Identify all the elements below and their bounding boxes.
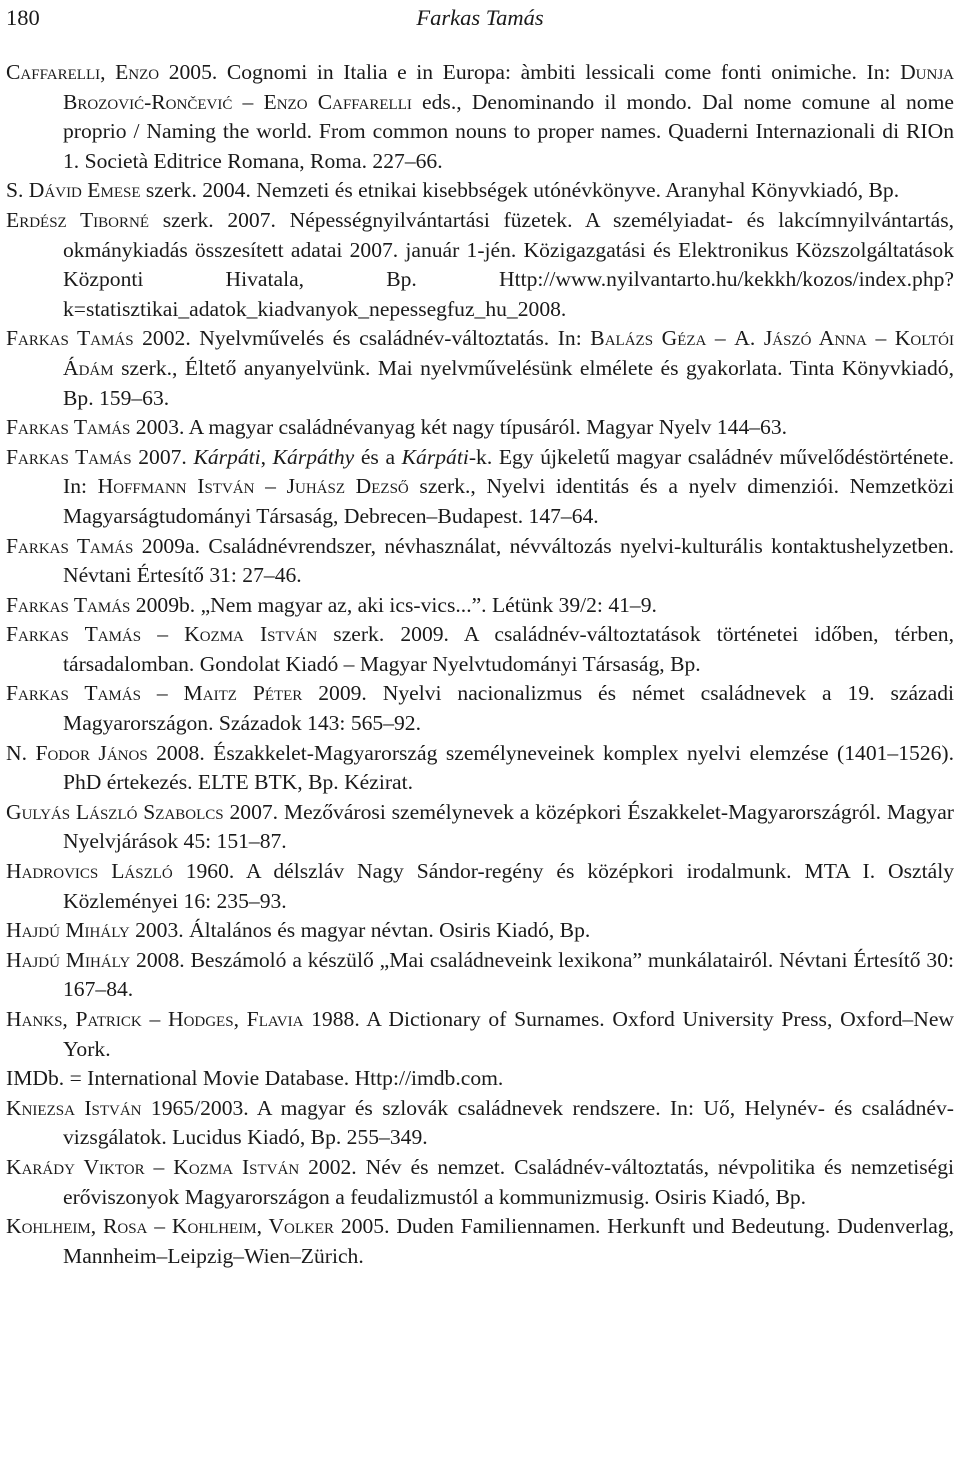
- author-name: N. Fodor János: [6, 740, 148, 765]
- reference-text: –: [144, 1154, 174, 1179]
- author-name: Kohlheim, Rosa: [6, 1214, 148, 1239]
- reference-text: –: [141, 622, 185, 647]
- author-name: Hadrovics László: [6, 859, 173, 884]
- author-name: Kohlheim, Volker: [171, 1214, 335, 1239]
- italic-text: Kárpáthy: [272, 444, 355, 469]
- author-name: Enzo Caffarelli: [263, 89, 412, 114]
- author-name: Farkas Tamás: [6, 326, 134, 351]
- author-name: Farkas Tamás: [6, 622, 142, 647]
- author-name: Farkas Tamás: [6, 415, 131, 440]
- reference-entry: [6, 1064, 954, 1094]
- running-head: Farkas Tamás: [416, 5, 544, 30]
- author-name: Farkas Tamás: [6, 592, 131, 617]
- reference-entry: [6, 206, 954, 324]
- author-name: Hajdú Mihály: [6, 947, 131, 972]
- author-name: Kozma István: [173, 1154, 300, 1179]
- reference-text: szerk., Éltető anyanyelvünk. Mai nyelvművelésünk elmélete és gyakorlata. Tinta Könyvkiadó, Bp. 159–63.: [63, 355, 954, 410]
- reference-text: 1988. A Dictionary of Surnames. Oxford University Press, Oxford–New York.: [63, 1007, 955, 1061]
- reference-entry: [6, 413, 954, 443]
- author-name: Gulyás László Szabolcs: [6, 799, 224, 824]
- page-number: 180: [6, 5, 40, 30]
- reference-text: 2002. Nyelvművelés és családnév-változtatás. In:: [133, 326, 591, 351]
- reference-entry: [6, 916, 954, 946]
- author-name: Juhász Dezső: [286, 474, 409, 499]
- reference-text: 2008. Beszámoló a készülő „Mai családneveink lexikona” munkálatairól. Névtani Értesítő 30: 167–84.: [63, 947, 954, 1002]
- reference-entry: [6, 1212, 954, 1271]
- reference-text: –: [141, 1007, 168, 1031]
- author-name: Hanks, Patrick: [6, 1007, 142, 1031]
- reference-list: [6, 58, 954, 1271]
- author-name: Farkas Tamás: [6, 681, 141, 706]
- reference-entry: [6, 532, 954, 591]
- reference-entry: [6, 739, 954, 798]
- reference-text: 2009. Nyelvi nacionalizmus és német családnevek a 19. századi Magyarországon. Századok 143: 565–92.: [63, 681, 954, 736]
- reference-text: ,: [260, 444, 273, 469]
- author-name: Kniezsa István: [6, 1095, 142, 1120]
- author-name: Hajdú Mihály: [6, 918, 130, 943]
- author-name: Hodges, Flavia: [167, 1007, 304, 1031]
- author-name: Dunja Brozović-Rončević: [63, 60, 954, 114]
- author-name: Karády Viktor: [6, 1154, 145, 1179]
- reference-text: –: [254, 474, 287, 499]
- author-name: Maitz Péter: [183, 681, 303, 706]
- author-name: Koltói Ádám: [63, 326, 954, 380]
- reference-entry: [6, 58, 954, 176]
- reference-text: szerk. 2009. A családnév-változtatások történetei időben, térben, társadalomban. Gondolat Kiadó – Magyar Nyelvtudományi Társaság, Bp.: [63, 622, 954, 676]
- reference-text: -k. Egy újkeletű magyar családnév művelődéstörténete. In:: [63, 444, 954, 499]
- italic-text: Kárpáti: [401, 444, 469, 469]
- reference-text: szerk. 2007. Népességnyilvántartási füzetek. A személyiadat- és lakcímnyilvántartás, okmánykiadás összesített adatai 2007. január 1-jén. Közigazgatási és Elektronikus Közszolgáltatások Központi Hivatala, Bp. Http://www.nyilvantarto.hu/kekkh/kozos/index.php?k=statisztikai_adatok_kiadvanyok_nepessegfuz_hu_2008.: [63, 207, 954, 321]
- reference-text: –: [232, 89, 264, 114]
- reference-entry: [6, 857, 954, 916]
- reference-text: 2005. Duden Familiennamen. Herkunft und Bedeutung. Dudenverlag, Mannheim–Leipzig–Wien–Zürich.: [63, 1214, 955, 1268]
- reference-entry: [6, 946, 954, 1005]
- reference-text: 2009b. „Nem magyar az, aki ics-vics...”. Létünk 39/2: 41–9.: [130, 592, 657, 617]
- reference-text: IMDb. = International Movie Database. Http://imdb.com.: [6, 1066, 504, 1091]
- reference-text: eds., Denominando il mondo. Dal nome comune al nome proprio / Naming the world. From common nouns to proper names. Quaderni Internazionali di RIOn 1. Società Editrice Romana, Roma. 227–66.: [63, 89, 954, 173]
- reference-text: 2003. A magyar családnévanyag két nagy típusáról. Magyar Nyelv 144–63.: [130, 415, 788, 440]
- reference-text: 2005. Cognomi in Italia e in Europa: àmbiti lessicali come fonti onimiche. In:: [159, 60, 901, 84]
- reference-text: 2009a. Családnévrendszer, névhasználat, névváltozás nyelvi-kulturális kontaktushelyzetben. Névtani Értesítő 31: 27–46.: [63, 533, 955, 588]
- author-name: Farkas Tamás: [6, 533, 134, 558]
- page-header: [6, 3, 954, 33]
- author-name: Caffarelli, Enzo: [6, 60, 160, 84]
- reference-entry: [6, 1005, 954, 1064]
- reference-text: szerk. 2004. Nemzeti és etnikai kisebbségek utónévkönyve. Aranyhal Könyvkiadó, Bp.: [140, 178, 900, 203]
- reference-entry: [6, 1094, 954, 1153]
- author-name: Erdész Tiborné: [6, 207, 150, 232]
- reference-text: –: [706, 326, 735, 351]
- reference-text: 2007.: [131, 444, 194, 469]
- reference-text: 2003. Általános és magyar névtan. Osiris Kiadó, Bp.: [129, 918, 591, 943]
- reference-text: 2002. Név és nemzet. Családnév-változtatás, névpolitika és nemzetiségi erőviszonyok Magyarországon a feudalizmustól a kommunizmusig. Osiris Kiadó, Bp.: [63, 1154, 955, 1209]
- reference-entry: [6, 798, 954, 857]
- author-name: A. Jászó Anna: [734, 326, 867, 351]
- reference-text: –: [140, 681, 184, 706]
- reference-entry: [6, 443, 954, 532]
- reference-text: 2008. Északkelet-Magyarország személyneveinek komplex nyelvi elemzése (1401–1526). PhD értekezés. ELTE BTK, Bp. Kézirat.: [63, 740, 955, 795]
- reference-entry: [6, 620, 954, 679]
- italic-text: Kárpáti: [193, 444, 261, 469]
- author-name: Hoffmann István: [97, 474, 255, 499]
- reference-entry: [6, 176, 954, 206]
- reference-text: szerk., Nyelvi identitás és a nyelv dimenziói. Nemzetközi Magyarságtudományi Társaság, Debrecen–Budapest. 147–64.: [63, 474, 954, 528]
- reference-text: 1965/2003. A magyar és szlovák családnevek rendszere. In: Uő, Helynév- és családnév-vizsgálatok. Lucidus Kiadó, Bp. 255–349.: [63, 1095, 954, 1150]
- reference-entry: [6, 679, 954, 738]
- reference-text: 1960. A délszláv Nagy Sándor-regény és középkori irodalmunk. MTA I. Osztály Közleményei 16: 235–93.: [63, 859, 954, 913]
- reference-text: és a: [354, 444, 402, 469]
- author-name: S. Dávid Emese: [6, 178, 141, 203]
- author-name: Farkas Tamás: [6, 444, 132, 469]
- reference-text: –: [147, 1214, 172, 1239]
- reference-entry: [6, 324, 954, 413]
- reference-entry: [6, 591, 954, 621]
- author-name: Balázs Géza: [590, 326, 707, 351]
- reference-text: 2007. Mezővárosi személynevek a középkori Északkelet-Magyarországról. Magyar Nyelvjárások 45: 151–87.: [63, 799, 954, 854]
- reference-entry: [6, 1153, 954, 1212]
- reference-text: –: [866, 326, 895, 351]
- author-name: Kozma István: [184, 622, 318, 647]
